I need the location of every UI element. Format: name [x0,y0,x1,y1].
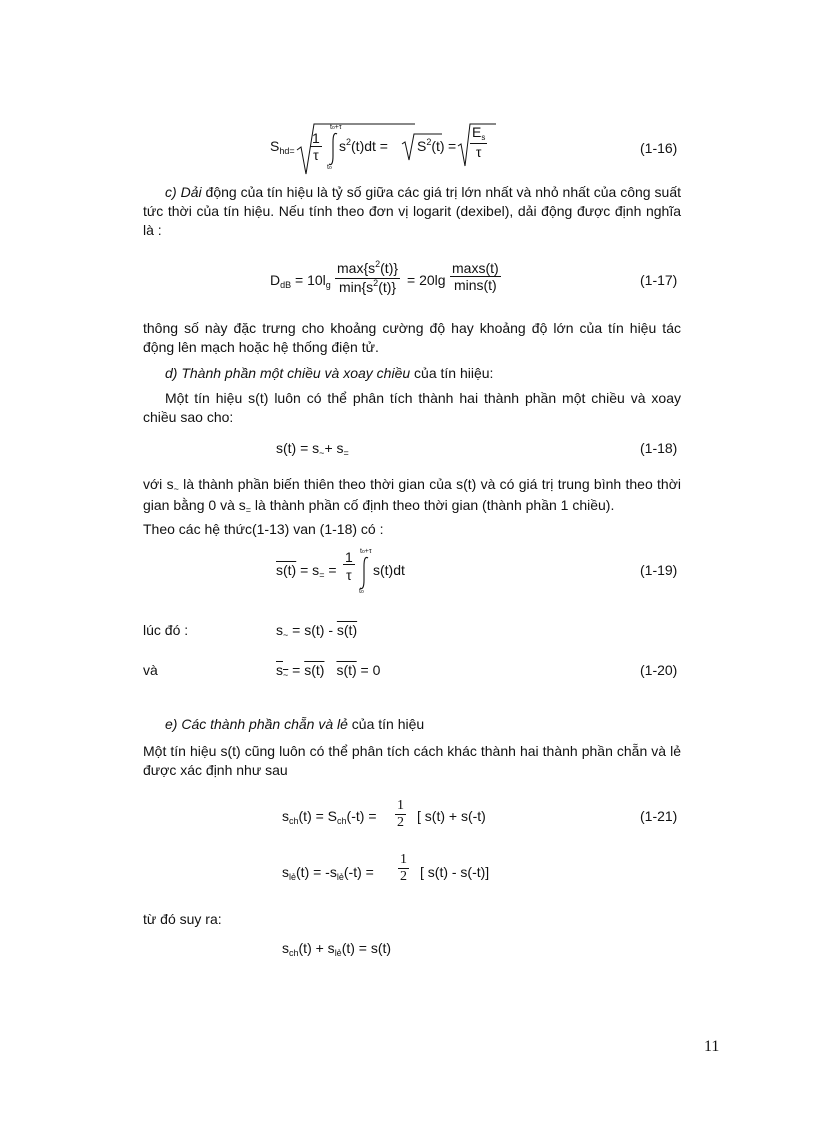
eq-number-1-18: (1-18) [640,440,678,456]
eq19-one-over-tau: $\frac{1}{\tau}$ [345,549,353,583]
eq16-middle: $S^2(t)$ [417,137,445,154]
eq16-one-over-tau: $\frac{1}{\tau}$ [312,130,320,163]
eqle-half: $\frac{1}{2}$ [400,852,407,884]
equation-sum: $s_{ch}(t) + s_{lẻ}(t) = s(t)$ [282,940,392,958]
paragraph-theo: Theo các hệ thức(1-13) van (1-18) có : [143,521,384,537]
eq-number-1-19: (1-19) [640,562,678,578]
eq-number-1-21: (1-21) [640,808,678,824]
luc-do-label: lúc đó : [143,622,189,638]
luc-do-equation: $s_\sim = s(t) - s(t)$ [276,622,358,640]
equation-le: $s_{lẻ}(t) = -s_{lẻ}(-t)$ = $\frac{1}{2}$ [ s(t) - s(-t)] [282,852,490,884]
eq17-fraction-1: $\max\{s^2(t)\}$ $\min\{s^2(t)\}$ [337,259,399,295]
paragraph-c: c) Dải động của tín hiệu là tỷ số giữa các giá trị lớn nhất và nhỏ nhất của công suất tức thời của tín hiệu. Nếu tính theo đơn vị logarit (dexibel), dải động được định nghĩa là : [143,184,681,238]
eq16-es-over-tau: $\frac{E_s}{\tau}$ [472,124,486,160]
eq21-half: $\frac{1}{2}$ [397,798,404,830]
equation-1-20: $s_\sim = s(t) s(t) = 0$ [276,662,381,680]
eq-number-1-17: (1-17) [640,272,678,288]
paragraph-tu-do: từ đó suy ra: [143,911,222,927]
eq16-lhs: $S_{hd=}$ [270,138,295,156]
paragraph-after-1-17: thông số này đặc trưng cho khoảng cường độ hay khoảng độ lớn của tín hiệu tác động lên mạch hoặc hệ thống điện tử. [143,320,681,355]
equation-1-16 [270,118,510,178]
eq-number-1-20: (1-20) [640,662,678,678]
page-number: 11 [704,1038,720,1055]
eq16-lower-limit: to [327,164,332,171]
eq17-fraction-2: maxs(t) mins(t) [452,260,499,293]
eq16-equals: = [448,138,457,154]
equation-1-19: $s(t) = s_=$ = $\frac{1}{\tau}$ to+τ to s(t)dt [276,548,405,595]
paragraph-e-heading: e) Các thành phần chẵn và lẻ của tín hiệu [165,716,425,732]
eq16-integrand: $s^2(t)dt$ = [339,137,388,154]
equation-1-18: $s(t) = s_\sim+ s_=$ [276,440,349,458]
equation-1-21: $s_{ch}(t) = S_{ch}(-t)$ = $\frac{1}{2}$ [ s(t) + s(-t) [282,798,486,830]
paragraph-e-body: Một tín hiệu s(t) cũng luôn có thể phân tích cách khác thành hai thành phần chẵn và lẻ được xác định như sau [143,743,681,778]
paragraph-c-label: c) Dải [165,184,202,200]
equation-1-17: $D_{dB} = 10l_g$ $\max\{s^2(t)\}$ $\min\{s^2(t)\}$ = 20lg maxs(t) mins(t) [270,259,499,295]
paragraph-d-heading: d) Thành phần một chiều và xoay chiều của tín hiiệu: [165,365,494,381]
paragraph-after-1-18: với $s_\sim$ là thành phần biến thiên theo thời gian của s(t) và có giá trị trung bình theo thời gian bằng 0 và $s_=$ là thành phần cố định theo thời gian (thành phần 1 chiều). [143,476,681,515]
eq-number-1-16: (1-16) [640,140,678,156]
integral-sign-1-19 [359,556,371,590]
paragraph-d-body: Một tín hiệu s(t) luôn có thể phân tích thành hai thành phần một chiều và xoay chiều sao cho: [143,390,681,425]
eq16-upper-limit: to+τ [330,124,342,131]
va-label: và [143,662,158,678]
